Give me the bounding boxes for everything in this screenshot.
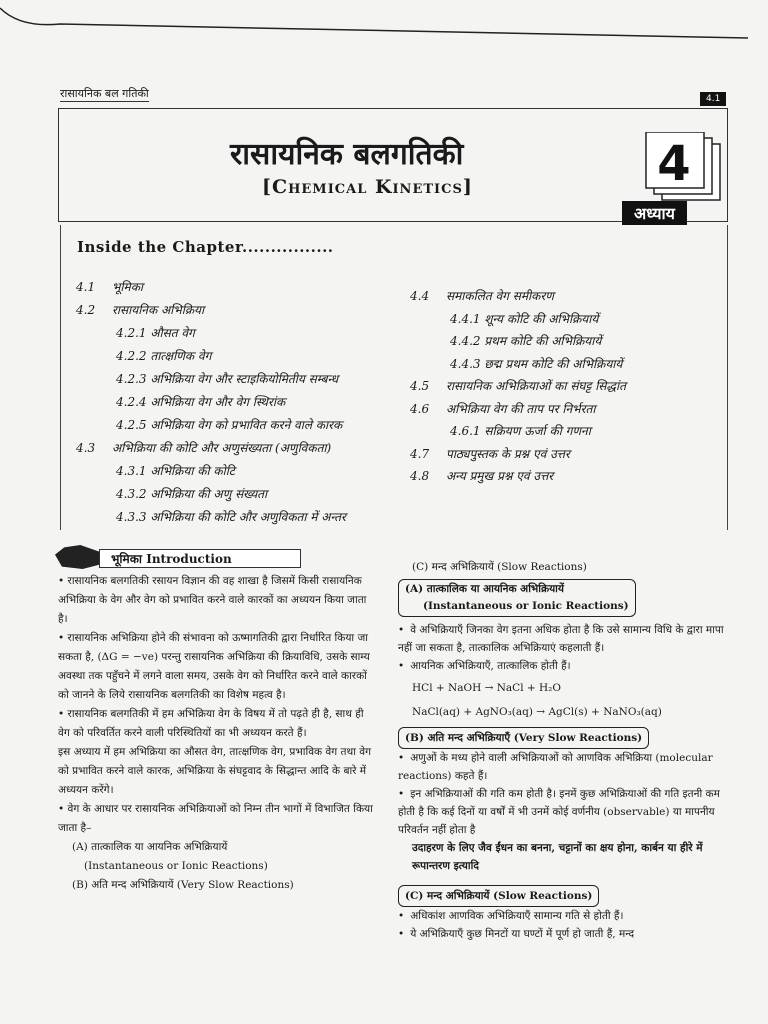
toc-label: 4.2.1 औसत वेग — [116, 326, 195, 340]
toc-number: 4.4 — [410, 289, 430, 303]
toc-entry — [450, 355, 622, 372]
intro-paragraph: • रासायनिक अभिक्रिया होने की संभावना को ऊष्मागतिकी द्वारा निर्धारित किया जा सकता है, (ΔG = −ve) परन्तु रासायनिक अभिक्रिया की क्रियाविधि, उसके साम्य अवस्था तक पहुँचने में लगने वाला समय, उसके वेग को निर्धारित करने वाले कारकों को जानने के लिये रासायनिक बलगतिकी का विशेष महत्व है। — [58, 632, 370, 701]
section-b-box: (B) अति मन्द अभिक्रियाएँ (Very Slow Reactions) — [398, 727, 649, 749]
toc-entry — [116, 370, 338, 387]
intro-paragraph: • रासायनिक बलगतिकी रसायन विज्ञान की वह शाखा है जिसमें किसी रासायनिक अभिक्रिया के वेग और वेग को प्रभावित करने वाले कारकों का अध्ययन किया जाता है। — [58, 575, 367, 625]
toc-entry — [116, 393, 285, 410]
toc-label: पाठ्यपुस्तक के प्रश्न एवं उत्तर — [446, 446, 570, 461]
toc-label: 4.2.5 अभिक्रिया वेग को प्रभावित करने वाले कारक — [116, 418, 343, 432]
section-a-subtitle: (Instantaneous or Ionic Reactions) — [423, 600, 629, 612]
toc-entry — [410, 467, 553, 484]
toc-number: 4.7 — [410, 446, 430, 461]
section-b-bullet: • इन अभिक्रियाओं की गति कम होती है। इनमें कुछ अभिक्रियाओं की गति इतनी कम होती है कि कई दिनों या वर्षों में भी उनमें कोई वर्णनीय (observable) या मापनीय परिवर्तन नहीं होता है — [398, 785, 734, 839]
class-item: (Instantaneous or Ionic Reactions) — [84, 860, 268, 872]
section-a-bullet: • आयनिक अभिक्रियाएँ, तात्कालिक होती हैं। — [398, 657, 734, 675]
toc-label: 4.3.2 अभिक्रिया की अणु संख्यता — [116, 487, 268, 501]
introduction-heading — [55, 545, 305, 569]
class-c-line: (C) मन्द अभिक्रियायें (Slow Reactions) — [412, 561, 587, 573]
equation: NaCl(aq) + AgNO₃(aq) → AgCl(s) + NaNO₃(aq) — [412, 706, 662, 718]
toc-entry — [410, 445, 570, 462]
intro-paragraph: इस अध्याय में हम अभिक्रिया का औसत वेग, तात्क्षणिक वेग, प्रभाविक वेग तथा वेग को प्रभावित करने वाले कारक, अभिक्रिया के संघट्टवाद के सिद्धान्त आदि के बारे में अध्ययन करेंगे। — [58, 746, 372, 796]
toc-entry — [410, 287, 554, 304]
toc-entry — [116, 462, 235, 479]
toc-number: 4.2 — [76, 303, 96, 317]
intro-paragraph: • रासायनिक बलगतिकी में हम अभिक्रिया वेग के विषय में तो पढ़ते ही है, साथ ही वेग को परिवर्तित करने वाली परिस्थितियों का भी अध्ययन करते हैं। — [58, 708, 364, 739]
toc-label: अभिक्रिया की कोटि और अणुसंख्यता (अणुविकता) — [112, 441, 332, 455]
toc-entry — [450, 332, 601, 349]
section-c-bullet: • ये अभिक्रियाएँ कुछ मिनटों या घण्टों में पूर्ण हो जाती हैं, मन्द — [398, 925, 734, 943]
heading-ornament — [55, 545, 101, 569]
toc-number: 4.8 — [410, 469, 430, 483]
section-c-box: (C) मन्द अभिक्रियायें (Slow Reactions) — [398, 885, 599, 907]
toc-label: समाकलित वेग समीकरण — [446, 289, 554, 303]
toc-label: अन्य प्रमुख प्रश्न एवं उत्तर — [446, 469, 554, 483]
inside-chapter-heading: Inside the Chapter................ — [77, 238, 334, 256]
class-item: (B) अति मन्द अभिक्रियायें (Very Slow Reactions) — [72, 879, 294, 891]
section-a-box — [398, 579, 636, 617]
toc-number: 4.3 — [76, 441, 96, 455]
toc-entry — [76, 439, 331, 456]
toc-entry — [76, 278, 143, 295]
toc-label: भूमिका — [112, 280, 144, 294]
toc-label: 4.2.2 तात्क्षणिक वेग — [116, 349, 212, 363]
toc-label: अभिक्रिया वेग की ताप पर निर्भरता — [446, 401, 596, 416]
toc-entry — [410, 400, 595, 417]
top-border-line — [0, 0, 768, 40]
toc-entry — [116, 508, 346, 525]
toc-label: 4.6.1 सक्रियण ऊर्जा की गणना — [450, 424, 591, 438]
class-item: (A) तात्कालिक या आयनिक अभिक्रियायें — [72, 841, 228, 853]
toc-label: 4.2.4 अभिक्रिया वेग और वेग स्थिरांक — [116, 395, 286, 409]
toc-number: 4.6 — [410, 401, 430, 416]
intro-right-column — [398, 558, 734, 943]
toc-label: 4.4.2 प्रथम कोटि की अभिक्रियायें — [450, 334, 602, 348]
equation: HCl + NaOH → NaCl + H₂O — [412, 682, 561, 694]
toc-entry — [450, 310, 598, 327]
section-a-bullet: • वे अभिक्रियाएँ जिनका वेग इतना अधिक होता है कि उसे सामान्य विधि के द्वारा मापा नहीं जा सकता है, तात्कालिक अभिक्रियाएं कहलाती हैं। — [398, 621, 734, 657]
chapter-number: 4 — [657, 136, 691, 192]
section-c-bullet: • अधिकांश आणविक अभिक्रियाएँ सामान्य गति से होती हैं। — [398, 907, 734, 925]
intro-paragraph: • वेग के आधार पर रासायनिक अभिक्रियाओं को निम्न तीन भागों में विभाजित किया जाता है– — [58, 803, 373, 834]
toc-label: 4.4.3 छद्म प्रथम कोटि की अभिक्रियायें — [450, 356, 623, 371]
introduction-title: भूमिका Introduction — [111, 552, 232, 566]
toc-label: 4.3.3 अभिक्रिया की कोटि और अणुविकता में अन्तर — [116, 510, 346, 524]
toc-entry — [116, 416, 342, 433]
toc-label: 4.3.1 अभिक्रिया की कोटि — [116, 464, 235, 478]
chapter-title-hindi: रासायनिक बलगतिकी — [230, 137, 464, 172]
section-b-example: उदाहरण के लिए जैव ईंधन का बनना, चट्टानों का क्षय होना, कार्बन या हीरे में रूपान्तरण इत्यादि — [412, 842, 703, 872]
toc-entry — [76, 301, 204, 318]
toc-entry — [116, 347, 211, 364]
toc-entry — [116, 324, 195, 341]
toc-label: 4.2.3 अभिक्रिया वेग और स्टाइकियोमितीय सम्बन्ध — [116, 372, 339, 386]
toc-label: रासायनिक अभिक्रिया — [112, 303, 205, 317]
toc-number: 4.5 — [410, 379, 430, 393]
intro-left-column — [58, 572, 378, 895]
page-number: 4.1 — [700, 92, 726, 106]
chapter-label: अध्याय — [622, 201, 687, 225]
section-a-title: (A) तात्कालिक या आयनिक अभिक्रियायें — [405, 583, 564, 595]
chapter-title-english: [Chemical Kinetics] — [262, 176, 473, 198]
running-header: रासायनिक बल गतिकी — [60, 87, 149, 100]
toc-entry — [410, 377, 626, 394]
section-b-bullet: • अणुओं के मध्य होने वाली अभिक्रियाओं को आणविक अभिक्रिया (molecular reactions) कहते हैं। — [398, 749, 734, 785]
toc-number: 4.1 — [76, 280, 96, 294]
toc-entry — [116, 485, 267, 502]
toc-label: 4.4.1 शून्य कोटि की अभिक्रियायें — [450, 311, 599, 326]
toc-entry — [450, 422, 591, 439]
toc-label: रासायनिक अभिक्रियाओं का संघट्ट सिद्धांत — [446, 379, 626, 393]
